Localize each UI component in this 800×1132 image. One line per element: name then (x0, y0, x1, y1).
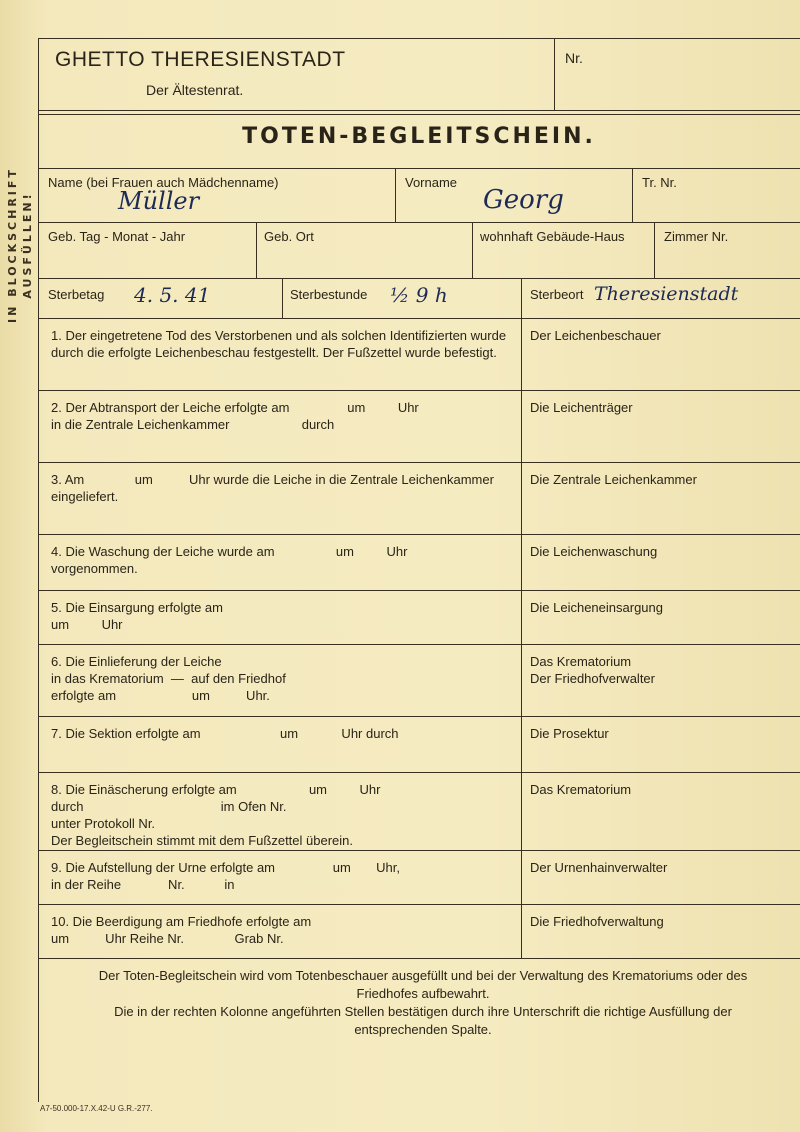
divider (472, 223, 473, 279)
sterbestunde-value[interactable]: ½ 9 h (390, 283, 448, 307)
row-5 (38, 590, 800, 645)
row-2 (38, 390, 800, 463)
print-code: A7-50.000-17.X.42-U G.R.-277. (40, 1104, 153, 1113)
header-title: GHETTO THERESIENSTADT (55, 48, 346, 71)
name-row (38, 168, 800, 223)
row-1-label: Der Leichenbeschauer (530, 328, 661, 343)
side-instruction-line-2: AUSFÜLLEN! (21, 191, 34, 299)
footer-note (38, 958, 800, 1037)
header-nr-box[interactable] (554, 38, 800, 110)
side-instruction-line-1: IN BLOCKSCHRIFT (6, 167, 19, 323)
wohnhaft-label: wohnhaft Gebäude-Haus (480, 229, 625, 244)
row-10-label: Die Friedhofverwaltung (530, 914, 664, 929)
row-6-label: Das Krematorium Der Friedhofverwalter (530, 654, 655, 686)
row-2-label: Die Leichenträger (530, 400, 633, 415)
header-double-rule (38, 114, 800, 115)
row-6-text: 6. Die Einlieferung der Leiche in das Krematorium — auf den Friedhof erfolgte am um Uhr. (51, 654, 286, 703)
vorname-value[interactable]: Georg (483, 185, 564, 215)
footer-line-1: Der Toten-Begleitschein wird vom Totenbeschauer ausgefüllt und bei der Verwaltung des Krematoriums oder des Friedhofes aufbewahrt. (98, 968, 748, 1001)
row-8-text: 8. Die Einäscherung erfolgte am um Uhr durch im Ofen Nr. unter Protokoll Nr. Der Begleitschein stimmt mit dem Fußzettel überein. (51, 782, 381, 848)
divider (632, 169, 633, 223)
sterbeort-label: Sterbeort (530, 287, 584, 302)
footer-text (78, 967, 768, 1039)
birth-row (38, 222, 800, 279)
row-9-label: Der Urnenhainverwalter (530, 860, 668, 875)
row-10-text: 10. Die Beerdigung am Friedhofe erfolgte am um Uhr Reihe Nr. Grab Nr. (51, 914, 312, 946)
row-5-label: Die Leicheneinsargung (530, 600, 663, 615)
geb-label: Geb. Tag - Monat - Jahr (48, 229, 186, 244)
row-3 (38, 462, 800, 535)
row-5-text: 5. Die Einsargung erfolgte am um Uhr (51, 600, 223, 632)
tr-nr-label: Tr. Nr. (642, 175, 677, 190)
divider (521, 279, 522, 319)
name-label: Name (bei Frauen auch Mädchenname) (48, 175, 279, 190)
row-4 (38, 534, 800, 591)
footer-line-2: Die in der rechten Kolonne angeführten Stellen bestätigen durch ihre Unterschrift die richtige Ausfüllung der entsprechenden Spalte. (114, 1004, 732, 1037)
document-title: TOTEN-BEGLEITSCHEIN. (242, 124, 596, 149)
header-subtitle: Der Ältestenrat. (146, 82, 244, 98)
row-7 (38, 716, 800, 773)
row-3-text: 3. Am um Uhr wurde die Leiche in die Zentrale Leichenkammer eingeliefert. (51, 472, 498, 504)
row-7-text: 7. Die Sektion erfolgte am um Uhr durch (51, 726, 399, 741)
divider (654, 223, 655, 279)
death-row (38, 278, 800, 319)
row-8 (38, 772, 800, 851)
name-value[interactable]: Müller (118, 187, 200, 215)
sterbestunde-label: Sterbestunde (290, 287, 368, 302)
side-instruction (5, 105, 35, 385)
form-header (38, 38, 800, 111)
vorname-label: Vorname (405, 175, 458, 190)
row-6 (38, 644, 800, 717)
divider (256, 223, 257, 279)
divider (395, 169, 396, 223)
row-7-label: Die Prosektur (530, 726, 609, 741)
row-4-label: Die Leichenwaschung (530, 544, 658, 559)
row-10 (38, 904, 800, 959)
row-1 (38, 318, 800, 391)
row-8-label: Das Krematorium (530, 782, 632, 797)
divider (282, 279, 283, 319)
row-9-text: 9. Die Aufstellung der Urne erfolgte am um Uhr, in der Reihe Nr. in (51, 860, 400, 892)
sterbetag-value[interactable]: 4. 5. 41 (134, 283, 211, 307)
sterbeort-value[interactable]: Theresienstadt (594, 283, 739, 305)
header-nr-label: Nr. (565, 50, 583, 66)
row-9 (38, 850, 800, 905)
zimmer-label: Zimmer Nr. (664, 229, 729, 244)
sterbetag-label: Sterbetag (48, 287, 105, 302)
row-2-text: 2. Der Abtransport der Leiche erfolgte am um Uhr in die Zentrale Leichenkammer durch (51, 400, 419, 432)
row-4-text: 4. Die Waschung der Leiche wurde am um Uhr vorgenommen. (51, 544, 408, 576)
geb-ort-label: Geb. Ort (264, 229, 314, 244)
row-1-text: 1. Der eingetretene Tod des Verstorbenen und als solchen Identifizierten wurde durch die erfolgte Leichenbeschau festgestellt. Der Fußzettel wurde befestigt. (51, 328, 507, 360)
row-3-label: Die Zentrale Leichenkammer (530, 472, 697, 487)
